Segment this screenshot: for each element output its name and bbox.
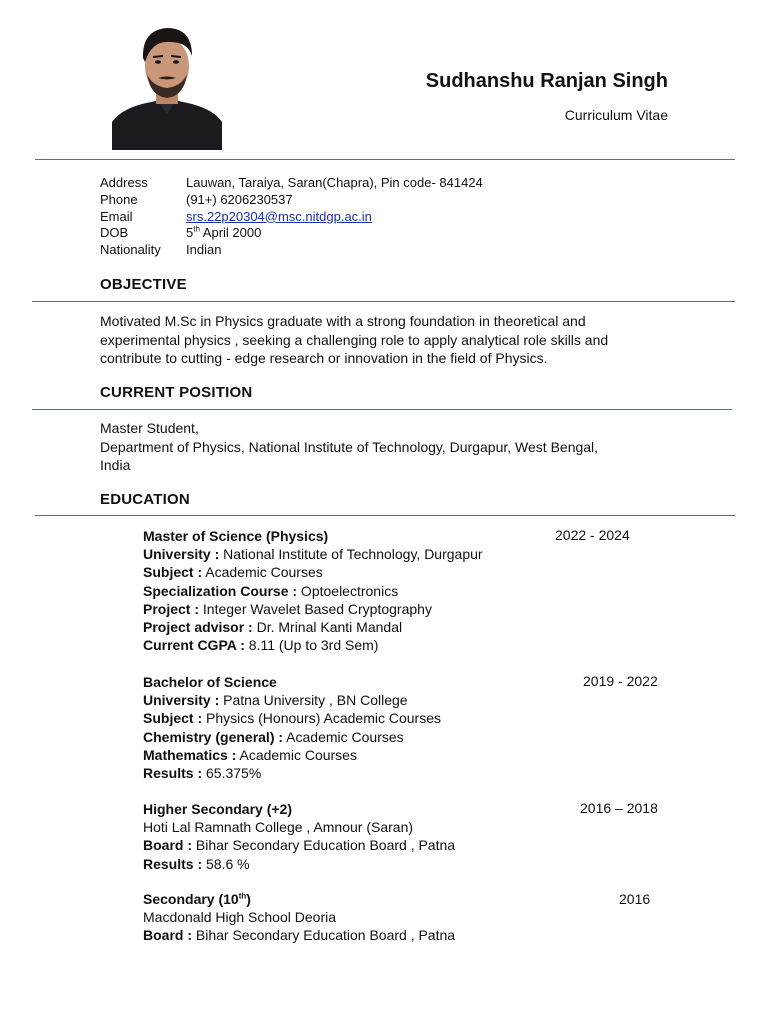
divider: [35, 515, 735, 516]
degree-title: Bachelor of Science: [143, 674, 277, 690]
degree-title-main: Secondary (10: [143, 891, 239, 907]
field-value: 8.11 (Up to 3rd Sem): [244, 637, 379, 654]
school-name: Macdonald High School Deoria: [143, 909, 336, 926]
field-label: Subject :: [143, 564, 203, 581]
divider: [32, 409, 732, 410]
degree-title: [143, 891, 251, 907]
objective-text: [100, 312, 700, 368]
education-entry-bsc: [143, 673, 441, 782]
field-label: University :: [143, 692, 220, 709]
position-line: Department of Physics, National Institute of Technology, Durgapur, West Bengal,: [100, 438, 599, 455]
divider: [32, 301, 735, 302]
degree-years: 2016 – 2018: [580, 800, 658, 816]
divider: [35, 159, 735, 160]
objective-line: contribute to cutting - edge research or innovation in the field of Physics.: [100, 350, 548, 366]
current-position-heading: CURRENT POSITION: [100, 384, 253, 401]
field-value: Academic Courses: [283, 728, 404, 745]
field-value: Academic Courses: [202, 564, 323, 581]
field-value: Physics (Honours) Academic Courses: [202, 710, 441, 727]
objective-line: Motivated M.Sc in Physics graduate with a strong foundation in theoretical and: [100, 313, 586, 329]
dob-rest: April 2000: [199, 225, 262, 241]
phone-value: (91+) 6206230537: [186, 191, 293, 207]
field-value: National Institute of Technology, Durgapur: [219, 546, 483, 563]
degree-title-sup: th: [238, 891, 247, 901]
degree-title: Higher Secondary (+2): [143, 801, 292, 817]
field-label: Specialization Course :: [143, 582, 298, 599]
field-value: Integer Wavelet Based Cryptography: [199, 600, 432, 617]
field-value: Bihar Secondary Education Board , Patna: [192, 837, 456, 854]
field-label: Current CGPA :: [143, 637, 245, 654]
field-value: 65.375%: [202, 765, 262, 782]
education-entry-secondary: [143, 890, 455, 945]
dob-value: [186, 225, 261, 242]
degree-years: 2016: [619, 891, 651, 907]
field-value: 58.6 %: [202, 855, 250, 872]
address-value: Lauwan, Taraiya, Saran(Chapra), Pin code- 841424: [186, 175, 483, 190]
email-row: [100, 209, 483, 226]
candidate-name: Sudhanshu Ranjan Singh: [425, 70, 668, 92]
email-link[interactable]: srs.22p20304@msc.nitdgp.ac.in: [186, 208, 372, 224]
field-label: Chemistry (general) :: [143, 728, 284, 745]
phone-label: Phone: [100, 191, 138, 207]
address-label: Address: [100, 175, 148, 190]
dob-row: [100, 225, 483, 242]
education-entry-higher-secondary: [143, 800, 455, 873]
field-value: Patna University , BN College: [219, 692, 408, 709]
nationality-value: Indian: [186, 242, 222, 258]
education-heading: EDUCATION: [100, 491, 190, 508]
dob-label: DOB: [100, 225, 129, 241]
email-label: Email: [100, 208, 133, 224]
degree-years: 2019 - 2022: [583, 673, 658, 689]
field-value: Bihar Secondary Education Board , Patna: [192, 927, 456, 944]
address-row: [100, 175, 483, 192]
field-label: Results :: [143, 855, 203, 872]
nationality-label: Nationality: [100, 242, 161, 258]
education-entry-msc: [143, 527, 483, 654]
current-position-text: [100, 419, 700, 475]
field-label: Project advisor :: [143, 619, 253, 636]
field-value: Academic Courses: [236, 746, 357, 763]
field-label: Project :: [143, 600, 200, 617]
profile-photo: [112, 18, 222, 150]
degree-title: Master of Science (Physics): [143, 528, 329, 544]
field-label: Results :: [143, 765, 203, 782]
phone-row: [100, 192, 483, 209]
dob-day: 5: [186, 225, 194, 241]
dob-suffix: th: [193, 225, 200, 235]
degree-years: 2022 - 2024: [555, 527, 630, 543]
field-value: Dr. Mrinal Kanti Mandal: [252, 619, 403, 636]
personal-info: [100, 175, 483, 259]
nationality-row: [100, 242, 483, 259]
degree-title-end: ): [246, 891, 251, 907]
field-label: Board :: [143, 837, 192, 854]
field-label: Subject :: [143, 710, 203, 727]
field-label: Mathematics :: [143, 746, 237, 763]
objective-heading: OBJECTIVE: [100, 276, 187, 293]
field-label: University :: [143, 546, 220, 563]
objective-line: experimental physics , seeking a challenging role to apply analytical role skills and: [100, 331, 609, 348]
field-value: Optoelectronics: [297, 582, 399, 599]
field-label: Board :: [143, 927, 192, 944]
school-name: Hoti Lal Ramnath College , Amnour (Saran): [143, 819, 414, 836]
position-line: India: [100, 457, 131, 473]
position-line: Master Student,: [100, 420, 199, 436]
document-subtitle: Curriculum Vitae: [564, 107, 668, 123]
